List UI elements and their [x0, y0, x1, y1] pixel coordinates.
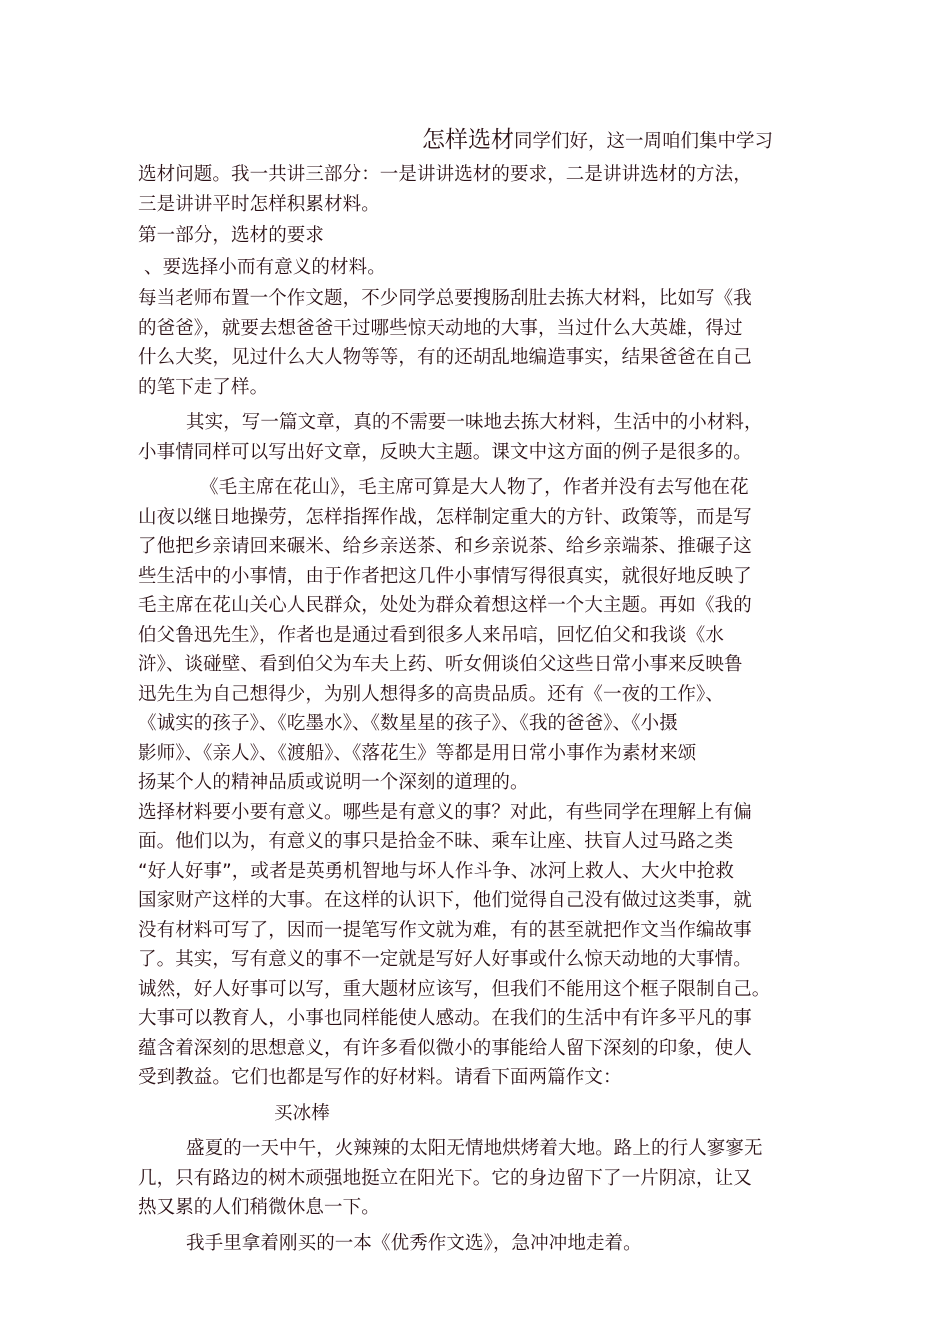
text-line: 盛夏的一天中午，火辣辣的太阳无情地烘烤着大地。路上的行人寥寥无	[186, 1138, 763, 1159]
text-line: 我手里拿着刚买的一本《优秀作文选》，急冲冲地走着。	[186, 1232, 642, 1254]
text-line: 受到教益。它们也都是写作的好材料。请看下面两篇作文：	[138, 1067, 622, 1088]
text-line: 浒》、谈碰壁、看到伯父为车夫上药、听女佣谈伯父这些日常小事来反映鲁	[138, 654, 743, 675]
text-line: 毛主席在花山关心人民群众，处处为群众着想这样一个大主题。再如《我的	[138, 595, 752, 616]
text-line: 《毛主席在花山》，毛主席可算是大人物了，作者并没有去写他在花	[200, 477, 749, 498]
text-line: 伯父鲁迅先生》，作者也是通过看到很多人来吊唁，回忆伯父和我谈《水	[138, 624, 724, 646]
text-line: 几，只有路边的树木顽强地挺立在阳光下。它的身边留下了一片阴凉，让又	[138, 1167, 752, 1189]
text-line: 选择材料要小要有意义。哪些是有意义的事？对此，有些同学在理解上有偏	[138, 801, 752, 823]
text-line: 的笔下走了样。	[138, 376, 269, 398]
text-line: 三是讲讲平时怎样积累材料。	[138, 193, 380, 215]
text-line: 蕴含着深刻的思想意义，有许多看似微小的事能给人留下深刻的印象，使人	[138, 1037, 752, 1059]
essay-title: 买冰棒	[274, 1102, 330, 1124]
text-line: 诚然，好人好事可以写，重大题材应该写，但我们不能用这个框子限制自己。	[138, 978, 771, 1000]
text-line: 了。其实，写有意义的事不一定就是写好人好事或什么惊天动地的大事情。	[138, 949, 752, 970]
text-line: 些生活中的小事情，由于作者把这几件小事情写得很真实，就很好地反映了	[138, 565, 752, 587]
section-heading: 第一部分，选材的要求	[138, 225, 325, 246]
text-line: 影师》、《亲人》、《渡船》、《落花生》等都是用日常小事作为素材来颂	[138, 742, 697, 764]
document-body	[138, 122, 810, 1258]
text-line: 面。他们以为，有意义的事只是拾金不昧、乘车让座、扶盲人过马路之类	[138, 831, 734, 852]
text-line: 没有材料可写了，因而一提笔写作文就为难，有的甚至就把作文当作编故事	[138, 919, 752, 941]
text-line: 山夜以继日地操劳，怎样指挥作战，怎样制定重大的方针、政策等，而是写	[138, 506, 752, 528]
title-continuation: 同学们好，这一周咱们集中学习	[514, 131, 774, 152]
text-line: 每当老师布置一个作文题，不少同学总要搜肠刮肚去拣大材料，比如写《我	[138, 288, 752, 309]
document-title: 怎样选材	[422, 127, 514, 153]
text-line: 选材问题。我一共讲三部分：一是讲讲选材的要求，二是讲讲选材的方法，	[138, 164, 752, 185]
text-line: 热又累的人们稍微休息一下。	[138, 1197, 380, 1218]
text-line: 什么大奖，见过什么大人物等等，有的还胡乱地编造事实，结果爸爸在自己	[138, 347, 752, 368]
text-line: 扬某个人的精神品质或说明一个深刻的道理的。	[138, 772, 529, 793]
text-line: 小事情同样可以写出好文章，反映大主题。课文中这方面的例子是很多的。	[138, 441, 752, 463]
text-line: “好人好事”，或者是英勇机智地与坏人作斗争、冰河上救人、大火中抢救	[138, 860, 734, 882]
text-line: 国家财产这样的大事。在这样的认识下，他们觉得自己没有做过这类事，就	[138, 890, 752, 911]
text-line: 其实，写一篇文章，真的不需要一味地去拣大材料，生活中的小材料，	[186, 412, 763, 433]
title-line	[138, 122, 810, 160]
text-line: 大事可以教育人，小事也同样能使人感动。在我们的生活中有许多平凡的事	[138, 1008, 752, 1029]
subsection-heading: 、要选择小而有意义的材料。	[144, 256, 386, 278]
text-line: 的爸爸》，就要去想爸爸干过哪些惊天动地的大事，当过什么大英雄，得过	[138, 317, 743, 339]
text-line: 《诚实的孩子》、《吃墨水》、《数星星的孩子》、《我的爸爸》、《小摄	[138, 713, 678, 734]
text-line: 了他把乡亲请回来碾米、给乡亲送茶、和乡亲说茶、给乡亲端茶、推碾子这	[138, 536, 752, 557]
text-line: 迅先生为自己想得少，为别人想得多的高贵品质。还有《一夜的工作》、	[138, 683, 724, 705]
